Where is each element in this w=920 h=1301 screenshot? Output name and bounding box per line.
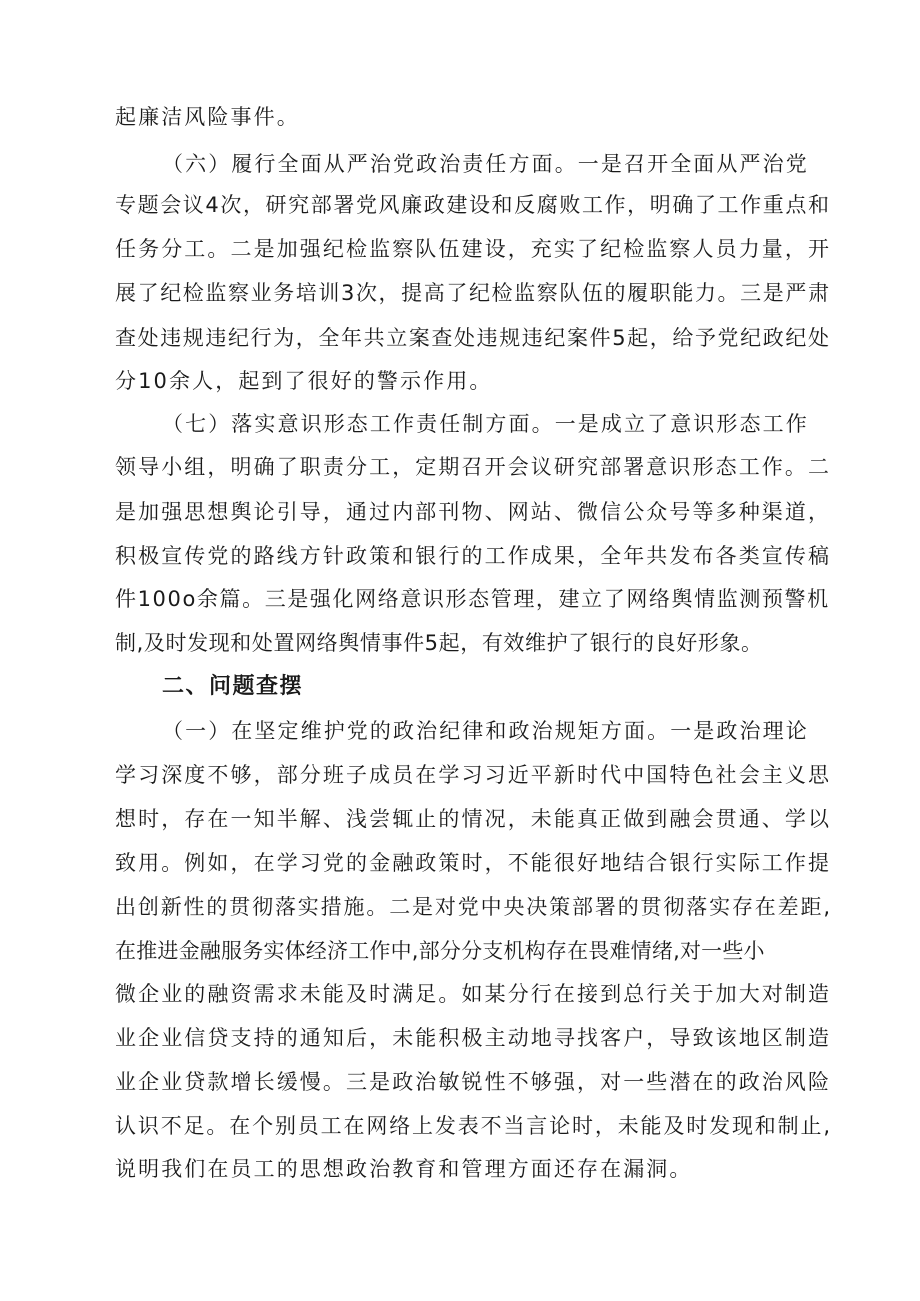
- paragraph-line: 专题会议4次，研究部署党风廉政建设和反腐败工作，明确了工作重点和: [115, 193, 831, 217]
- paragraph-line: 认识不足。在个别员工在网络上发表不当言论时，未能及时发现和制止,: [115, 1114, 832, 1138]
- paragraph-line: 出创新性的贯彻落实措施。二是对党中央决策部署的贯彻落实存在差距,: [115, 895, 832, 919]
- paragraph-line: 领导小组，明确了职责分工，定期召开会议研究部署意识形态工作。二: [115, 455, 832, 479]
- paragraph-line: 在推进金融服务实体经济工作中,部分分支机构存在畏难情绪,对一些小: [115, 939, 765, 963]
- section-heading: 二、问题查摆: [162, 674, 304, 699]
- paragraph-line: 说明我们在员工的思想政治教育和管理方面还存在漏洞。: [115, 1157, 693, 1181]
- paragraph-line: 业企业贷款增长缓慢。三是政治敏锐性不够强，对一些潜在的政治风险: [115, 1070, 832, 1094]
- paragraph-line: 积极宣传党的路线方针政策和银行的工作成果，全年共发布各类宣传稿: [115, 544, 832, 568]
- paragraph-line: 想时，存在一知半解、浅尝辄止的情况，未能真正做到融会贯通、学以: [115, 807, 832, 831]
- paragraph-line: 件100o余篇。三是强化网络意识形态管理，建立了网络舆情监测预警机: [115, 587, 830, 611]
- paragraph-line: 起廉洁风险事件。: [115, 105, 300, 129]
- paragraph-line: 制,及时发现和处置网络舆情事件5起，有效维护了银行的良好形象。: [115, 631, 763, 655]
- paragraph-line: （六）履行全面从严治党政治责任方面。一是召开全面从严治党: [162, 152, 809, 176]
- paragraph-line: （一）在坚定维护党的政治纪律和政治规矩方面。一是政治理论: [162, 719, 809, 743]
- paragraph-line: 分10余人，起到了很好的警示作用。: [115, 369, 493, 393]
- paragraph-line: 学习深度不够，部分班子成员在学习习近平新时代中国特色社会主义思: [115, 763, 832, 787]
- paragraph-line: 任务分工。二是加强纪检监察队伍建设，充实了纪检监察人员力量，开: [115, 237, 832, 261]
- paragraph-line: 是加强思想舆论引导，通过内部刊物、网站、微信公众号等多种渠道，: [115, 500, 832, 524]
- paragraph-line: （七）落实意识形态工作责任制方面。一是成立了意识形态工作: [162, 412, 809, 436]
- paragraph-line: 查处违规违纪行为，全年共立案查处违规违纪案件5起，给予党纪政纪处: [115, 326, 831, 350]
- paragraph-line: 微企业的融资需求未能及时满足。如某分行在接到总行关于加大对制造: [115, 982, 832, 1006]
- paragraph-line: 展了纪检监察业务培训3次，提高了纪检监察队伍的履职能力。三是严肃: [115, 281, 831, 305]
- paragraph-line: 业企业信贷支持的通知后，未能积极主动地寻找客户，导致该地区制造: [115, 1026, 832, 1050]
- paragraph-line: 致用。例如，在学习党的金融政策时，不能很好地结合银行实际工作提: [115, 851, 832, 875]
